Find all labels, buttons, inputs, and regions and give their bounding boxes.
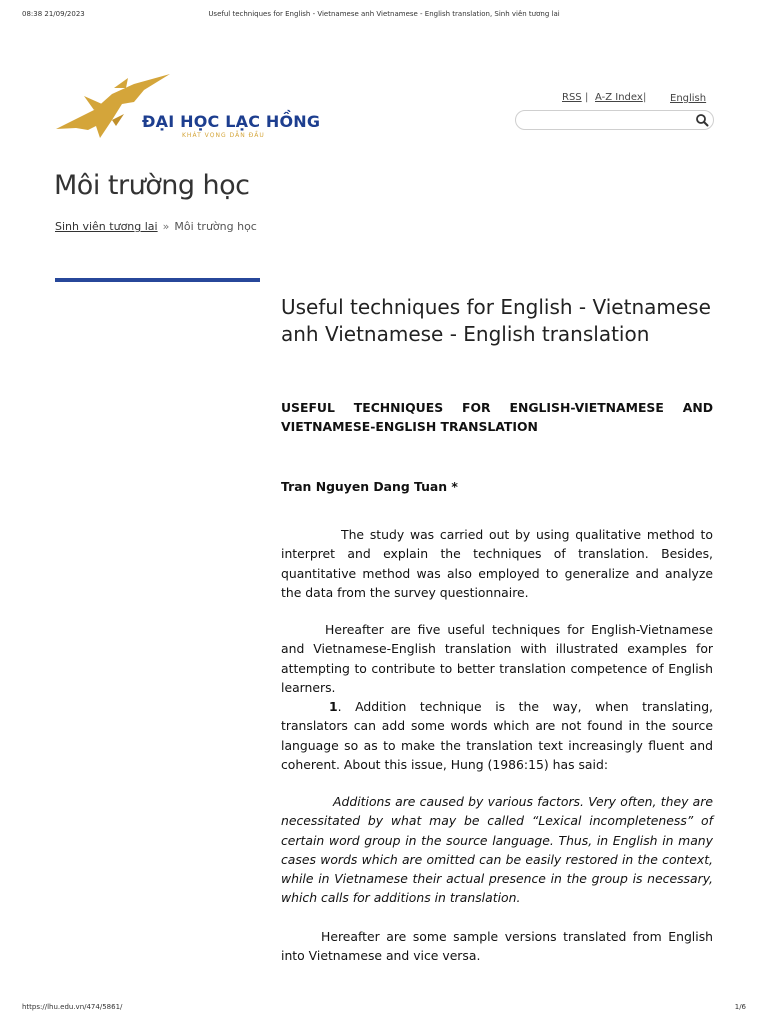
search-input[interactable] [524,115,698,133]
article-paragraph [281,697,713,774]
article-paragraph: Hereafter are five useful techniques for English-Vietnamese and Vietnamese-English translation with illustrated examples for attempting to contribute to better translation competence of English learners. [281,622,713,695]
language-link[interactable]: English [670,93,707,104]
article-heading-line: USEFUL TECHNIQUES FOR ENGLISH-VIETNAMESE AND [281,400,713,415]
print-url: https://lhu.edu.vn/474/5861/ [22,1003,123,1011]
print-datetime: 08:38 21/09/2023 [22,10,85,18]
utility-separator: | [585,92,589,103]
print-page-number: 1/6 [734,1003,746,1011]
breadcrumb-separator: » [162,220,170,233]
utility-separator: | [643,92,647,103]
article-heading-line: VIETNAMESE-ENGLISH TRANSLATION [281,419,538,435]
logo-tagline: KHÁT VỌNG DẪN ĐẦU [182,132,265,139]
search-icon[interactable] [695,113,709,127]
rss-link[interactable]: RSS [562,92,582,103]
breadcrumb-item-future-students[interactable]: Sinh viên tương lai [55,220,158,233]
article-heading [281,398,713,437]
article-author: Tran Nguyen Dang Tuan * [281,479,458,494]
article-paragraph: Hereafter are some sample versions translated from English into Vietnamese and vice versa. [281,929,713,964]
breadcrumb [55,220,257,233]
article-quote: Additions are caused by various factors. Very often, they are necessitated by what may be called “Lexical incompleteness” of certain word group in the source language. Thus, in English in many cases words which are omitted can be easily restored in the context, while in Vietnamese their actual presence in the group is necessary, which calls for additions in translation. [281,794,713,906]
site-logo[interactable] [54,74,324,144]
technique-number: 1 [329,699,338,714]
logo-name: ĐẠI HỌC LẠC HỒNG [142,112,321,131]
article-title: Useful techniques for English - Vietnamese anh Vietnamese - English translation [281,295,711,346]
az-index-link[interactable]: A-Z Index [595,92,643,103]
breadcrumb-item-current: Môi trường học [174,220,257,233]
logo-bird-icon [54,74,174,144]
search-box [515,110,714,130]
print-doc-title: Useful techniques for English - Vietnamese anh Vietnamese - English translation, Sinh viên tương lai [208,10,560,18]
article-paragraph: The study was carried out by using qualitative method to interpret and explain the techniques of translation. Besides, quantitative method was also employed to generalize and analyze the data from the survey questionnaire. [281,527,713,600]
page-title: Môi trường học [54,170,250,201]
sidebar-divider [55,278,260,282]
paragraph-text: . Addition technique is the way, when translating, translators can add some words which are not found in the source language so as to make the translation text increasingly fluent and coherent. About this issue, Hung (1986:15) has said: [281,699,713,772]
